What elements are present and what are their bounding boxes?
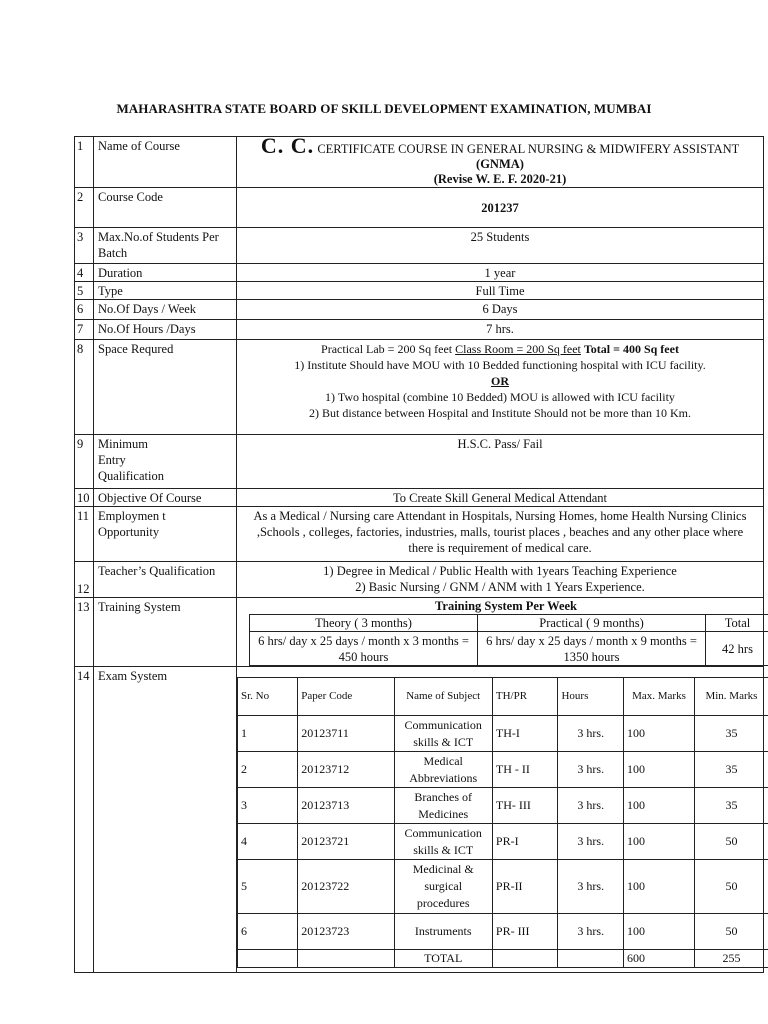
sr-no: 12 [75,562,94,598]
exam-system-cell [237,667,764,973]
exam-header-sr: Sr. No [238,678,298,716]
row-label: Space Requred [94,340,237,435]
exam-thpr: PR-I [492,824,558,860]
type-value: Full Time [237,282,764,300]
exam-sr: 1 [238,716,298,752]
row-label: Duration [94,264,237,282]
exam-thpr: TH-I [492,716,558,752]
hours-per-day-value: 7 hrs. [237,320,764,340]
exam-hours: 3 hrs. [558,716,624,752]
row-type [75,282,764,300]
exam-hours: 3 hrs. [558,752,624,788]
exam-total-max: 600 [624,950,695,968]
row-label: No.Of Hours /Days [94,320,237,340]
objective-value: To Create Skill General Medical Attendant [237,489,764,507]
sr-no: 8 [75,340,94,435]
exam-sr: 3 [238,788,298,824]
sr-no: 11 [75,507,94,562]
total-header: Total [706,615,768,632]
training-head-row [250,615,768,632]
total-value: 42 hrs [706,632,768,666]
empty-cell [492,950,558,968]
training-system-title: Training System Per Week [434,599,577,613]
teacher-qualification-cell [237,562,764,598]
empty-cell [238,950,298,968]
exam-paper-code: 20123722 [298,860,394,914]
row-label: Teacher’s Qualification [94,562,237,598]
exam-hours: 3 hrs. [558,788,624,824]
sr-no: 14 [75,667,94,973]
exam-header-min-marks: Min. Marks [694,678,768,716]
exam-paper-code: 20123713 [298,788,394,824]
exam-thpr: TH - II [492,752,558,788]
exam-max-marks: 100 [624,716,695,752]
space-required-cell [237,340,764,435]
class-room-area: Class Room = 200 Sq feet [455,342,581,356]
row-employment [75,507,764,562]
page-title: MAHARASHTRA STATE BOARD OF SKILL DEVELOPMENT EXAMINATION, MUMBAI [116,101,652,116]
table-row [238,824,768,860]
space-line-4: 2) But distance between Hospital and Institute Should not be more than 10 Km. [309,406,691,420]
space-or: OR [491,374,509,388]
exam-min-marks: 35 [694,788,768,824]
practical-header: Practical ( 9 months) [478,615,706,632]
row-label: Exam System [94,667,237,973]
exam-min-marks: 35 [694,752,768,788]
exam-subject: Medicinal & surgical procedures [394,860,492,914]
table-row [238,914,768,950]
exam-total-label: TOTAL [394,950,492,968]
row-label: Minimum Entry Qualification [94,435,237,489]
practical-value: 6 hrs/ day x 25 days / month x 9 months = 1350 hours [478,632,706,666]
exam-min-marks: 50 [694,824,768,860]
space-line-2: 1) Institute Should have MOU with 10 Bedded functioning hospital with ICU facility. [294,358,706,372]
row-max-students [75,228,764,264]
course-revision: (Revise W. E. F. 2020-21) [433,172,567,186]
sr-no: 10 [75,489,94,507]
exam-sr: 6 [238,914,298,950]
row-duration [75,264,764,282]
row-label: Max.No.of Students Per Batch [94,228,237,264]
sr-no: 3 [75,228,94,264]
course-details-table [74,133,764,973]
row-teacher-qualification [75,562,764,598]
row-name-of-course [75,137,764,188]
exam-min-marks: 50 [694,860,768,914]
row-label: Name of Course [94,137,237,188]
sr-no: 5 [75,282,94,300]
course-code-value: 201237 [237,188,764,228]
course-abbr: (GNMA) [476,157,524,171]
table-row [238,716,768,752]
course-name-cell [237,133,764,188]
theory-value: 6 hrs/ day x 25 days / month x 3 months = 450 hours [250,632,478,666]
exam-max-marks: 100 [624,914,695,950]
sr-no: 2 [75,188,94,228]
row-course-code [75,188,764,228]
table-row [238,788,768,824]
exam-hours: 3 hrs. [558,824,624,860]
exam-paper-code: 20123712 [298,752,394,788]
empty-cell [298,950,394,968]
exam-thpr: TH- III [492,788,558,824]
course-prefix: C. C. [260,133,315,158]
total-area: Total = 400 Sq feet [583,342,679,356]
practical-lab-area: Practical Lab = 200 Sq feet [321,342,453,356]
exam-table [237,677,768,968]
training-system-table [249,614,768,666]
row-label: Type [94,282,237,300]
exam-total-row [238,950,768,968]
sr-no: 9 [75,435,94,489]
min-qualification-value: H.S.C. Pass/ Fail [237,435,764,489]
exam-header-subject: Name of Subject [394,678,492,716]
days-per-week-value: 6 Days [237,300,764,320]
exam-subject: Communication skills & ICT [394,824,492,860]
training-system-cell [237,598,764,667]
exam-hours: 3 hrs. [558,860,624,914]
exam-subject: Medical Abbreviations [394,752,492,788]
exam-header-thpr: TH/PR [492,678,558,716]
row-label: Objective Of Course [94,489,237,507]
exam-sr: 4 [238,824,298,860]
row-objective [75,489,764,507]
theory-header: Theory ( 3 months) [250,615,478,632]
max-students-value: 25 Students [237,228,764,264]
table-row [238,752,768,788]
teacher-qualification-line-2: 2) Basic Nursing / GNM / ANM with 1 Years Experience. [355,580,645,594]
exam-header-row [238,678,768,716]
row-training-system [75,598,764,667]
empty-cell [558,950,624,968]
table-row [238,860,768,914]
exam-paper-code: 20123711 [298,716,394,752]
sr-no: 13 [75,598,94,667]
exam-min-marks: 35 [694,716,768,752]
training-value-row [250,632,768,666]
exam-max-marks: 100 [624,860,695,914]
exam-thpr: PR- III [492,914,558,950]
row-label: No.Of Days / Week [94,300,237,320]
course-full-name: CERTIFICATE COURSE IN GENERAL NURSING & MIDWIFERY ASSISTANT [317,142,740,156]
sr-no: 4 [75,264,94,282]
row-exam-system [75,667,764,973]
sr-no: 7 [75,320,94,340]
exam-max-marks: 100 [624,788,695,824]
row-label: Training System [94,598,237,667]
exam-header-hours: Hours [558,678,624,716]
exam-min-marks: 50 [694,914,768,950]
row-hours-per-day [75,320,764,340]
exam-thpr: PR-II [492,860,558,914]
exam-max-marks: 100 [624,752,695,788]
exam-max-marks: 100 [624,824,695,860]
sr-no: 1 [75,137,94,188]
exam-header-max-marks: Max. Marks [624,678,695,716]
exam-sr: 5 [238,860,298,914]
employment-value: As a Medical / Nursing care Attendant in Hospitals, Nursing Homes, home Health Nursing Clinics ,Schools , colleges, factories, industries, malls, tourist places , beaches and any other place where there is requirement of medical care. [237,507,764,562]
exam-subject: Branches of Medicines [394,788,492,824]
exam-hours: 3 hrs. [558,914,624,950]
exam-total-min: 255 [694,950,768,968]
teacher-qualification-line-1: 1) Degree in Medical / Public Health with 1years Teaching Experience [323,564,677,578]
row-space-required [75,340,764,435]
row-label: Course Code [94,188,237,228]
duration-value: 1 year [237,264,764,282]
space-line-3: 1) Two hospital (combine 10 Bedded) MOU is allowed with ICU facility [325,390,675,404]
exam-sr: 2 [238,752,298,788]
exam-header-paper-code: Paper Code [298,678,394,716]
exam-subject: Communication skills & ICT [394,716,492,752]
sr-no: 6 [75,300,94,320]
exam-paper-code: 20123721 [298,824,394,860]
row-min-qualification [75,435,764,489]
row-days-per-week [75,300,764,320]
row-label: Employmen t Opportunity [94,507,237,562]
space-line-1 [241,341,759,357]
exam-subject: Instruments [394,914,492,950]
exam-paper-code: 20123723 [298,914,394,950]
